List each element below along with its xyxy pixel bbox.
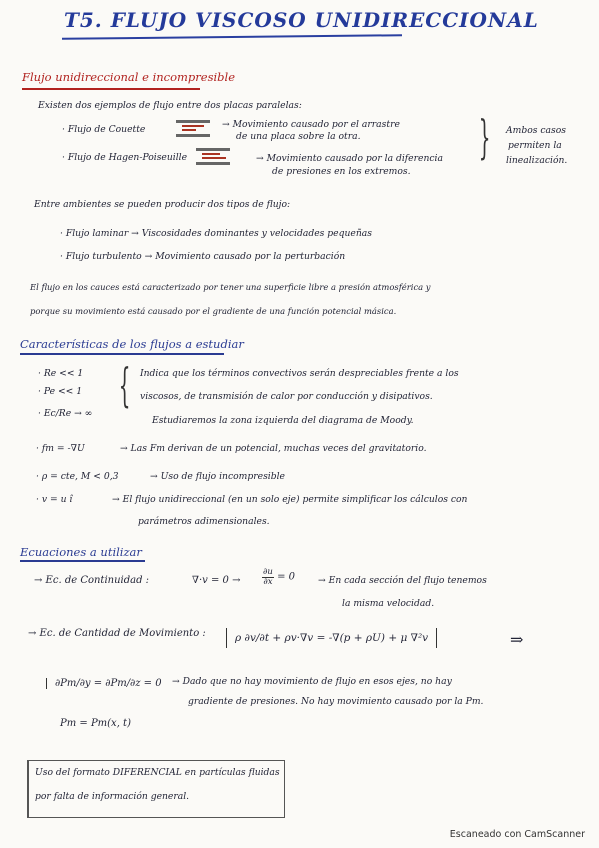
ec-item: · Ec/Re → ∞ bbox=[38, 408, 93, 419]
u-desc-1: → El flujo unidireccional (en un solo eje) permite simplificar los cálculos con bbox=[112, 494, 468, 505]
char-desc-1: Indica que los términos convectivos serán despreciables frente a los bbox=[140, 368, 459, 379]
right-brace: } bbox=[478, 110, 491, 164]
poiseuille-diagram bbox=[196, 148, 230, 166]
continuity-label: → Ec. de Continuidad : bbox=[34, 575, 150, 586]
fm-item: · fm = -∇U bbox=[36, 443, 85, 454]
intro-text: Existen dos ejemplos de flujo entre dos placas paralelas: bbox=[38, 100, 302, 111]
note-line-3: linealización. bbox=[506, 155, 568, 166]
page-title: T5. FLUJO VISCOSO UNIDIRECCIONAL bbox=[64, 8, 539, 32]
title-underline bbox=[62, 34, 402, 40]
pressure-desc-2: gradiente de presiones. No hay movimiento causado por la Pm. bbox=[188, 696, 484, 707]
section-underline bbox=[20, 353, 224, 355]
paragraph-line-2: porque su movimiento está causado por el gradiente de una función potencial másica. bbox=[30, 306, 397, 316]
paragraph-line-1: El flujo en los cauces está caracterizado por tener una superficie libre a presión atmosférica y bbox=[30, 282, 431, 292]
note-line-1: Ambos casos bbox=[506, 125, 566, 136]
hp-desc-2: de presiones en los extremos. bbox=[272, 166, 411, 177]
section-heading-flujo: Flujo unidireccional e incompresible bbox=[22, 70, 236, 84]
couette-diagram bbox=[176, 120, 210, 138]
implies-arrow: ⇒ bbox=[510, 630, 524, 649]
note-box-line-1: Uso del formato DIFERENCIAL en partículas fluidas bbox=[35, 767, 280, 778]
continuity-desc-2: la misma velocidad. bbox=[342, 598, 435, 609]
momentum-label: → Ec. de Cantidad de Movimiento : bbox=[28, 628, 206, 639]
momentum-eq: ρ ∂v/∂t + ρv·∇v = -∇(p + ρU) + μ ∇²v bbox=[226, 628, 437, 648]
char-desc-3: Estudiaremos la zona izquierda del diagrama de Moody. bbox=[152, 415, 414, 426]
char-desc-2: viscosos, de transmisión de calor por conducción y disipativos. bbox=[140, 391, 433, 402]
turbulento-item: · Flujo turbulento → Movimiento causado por la perturbación bbox=[60, 251, 346, 262]
types-intro: Entre ambientes se pueden producir dos tipos de flujo: bbox=[34, 199, 291, 210]
pe-item: · Pe << 1 bbox=[38, 386, 83, 397]
u-desc-2: parámetros adimensionales. bbox=[138, 516, 270, 527]
pressure-eq: ∂Pm/∂y = ∂Pm/∂z = 0 bbox=[46, 678, 162, 689]
section-heading-ecuaciones: Ecuaciones a utilizar bbox=[20, 545, 142, 559]
hp-label: · Flujo de Hagen-Poiseuille bbox=[62, 152, 188, 163]
hp-desc-1: → Movimiento causado por la diferencia bbox=[256, 153, 443, 164]
couette-desc-1: → Movimiento causado por el arrastre bbox=[222, 119, 400, 130]
note-box-line-2: por falta de información general. bbox=[35, 791, 190, 802]
continuity-eq: ∇·v = 0 → bbox=[192, 575, 241, 586]
continuity-desc-1: → En cada sección del flujo tenemos bbox=[318, 575, 487, 586]
fm-desc: → Las Fm derivan de un potencial, muchas veces del gravitatorio. bbox=[120, 443, 427, 454]
re-item: · Re << 1 bbox=[38, 368, 84, 379]
section-heading-caracteristicas: Características de los flujos a estudiar bbox=[20, 337, 244, 351]
laminar-item: · Flujo laminar → Viscosidades dominantes y velocidades pequeñas bbox=[60, 228, 372, 239]
note-line-2: permiten la bbox=[508, 140, 562, 151]
continuity-frac: $\frac{\partial u}{\partial x}$ = 0 bbox=[263, 567, 295, 587]
u-item: · v = u î bbox=[36, 494, 73, 505]
pm-function: Pm = Pm(x, t) bbox=[60, 718, 131, 729]
couette-desc-2: de una placa sobre la otra. bbox=[236, 131, 361, 142]
scanner-watermark: Escaneado con CamScanner bbox=[449, 829, 585, 840]
pressure-desc-1: → Dado que no hay movimiento de flujo en esos ejes, no hay bbox=[172, 676, 452, 687]
left-brace: { bbox=[118, 358, 131, 412]
section-underline bbox=[22, 88, 200, 90]
note-box bbox=[27, 760, 285, 818]
section-underline bbox=[20, 560, 145, 562]
couette-label: · Flujo de Couette bbox=[62, 124, 146, 135]
rho-desc: → Uso de flujo incompresible bbox=[150, 471, 285, 482]
rho-item: · ρ = cte, M < 0,3 bbox=[36, 471, 119, 482]
